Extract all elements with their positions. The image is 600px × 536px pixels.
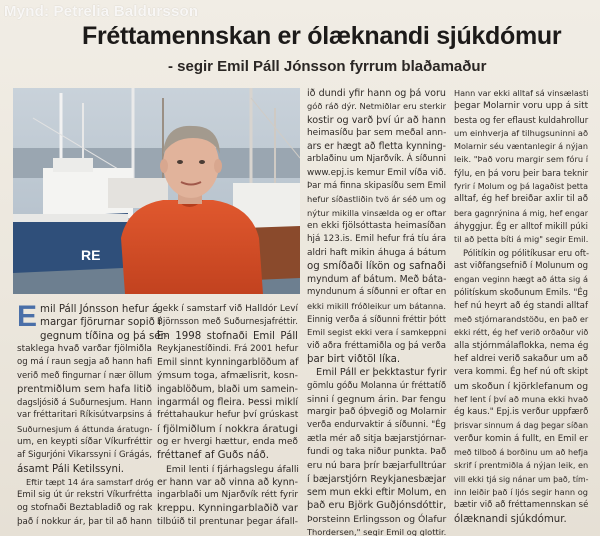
column-line: var fréttaritari Ríkisútvarpsins á (17, 410, 153, 421)
column-line: kreppu. Kynningarblaðið var (157, 503, 298, 515)
column-line: um, en keypti síðar Víkurfréttir (17, 436, 153, 447)
column-line: ingablöðum, blaði um samein- (157, 383, 298, 395)
column-line: verða endurvaktir á síðunni. "Ég (307, 420, 446, 431)
column-line: þegar Molarnir voru upp á sitt (454, 101, 589, 112)
column-line: ast viðfangsefnið í Molunum og (454, 260, 588, 271)
column-line: eru nú bara þrír bæjarfulltrúar (307, 460, 447, 472)
column-line: þrisvar sinnum á dag þegar síðan (454, 421, 589, 431)
column-line: Björnsson með Suðurnesjafréttir. (157, 317, 298, 328)
column-line: hef aldrei verið sakaður um að (454, 353, 588, 364)
column-line: fréttahaukur hefur því grúskast (157, 410, 299, 421)
column-line: og stofnaði Beztabladið og rak (17, 503, 153, 514)
column-line: ars er hægt að fletta kynning- (307, 141, 446, 153)
column-line: það eru Björk Guðjónsdóttir, (307, 500, 447, 512)
column-line: verður komin á fullt, en Emil er (454, 433, 588, 444)
column-line: hefur síðastliðin tvö ár séð um og (307, 194, 447, 205)
column-line: sinni í gegnum árin. Þar fengu (307, 393, 446, 405)
column-line: Emil sinnt kynningarblöðum af (157, 357, 299, 369)
boat-registration-text: RE (81, 247, 101, 263)
column-line: um skoðun í kjörklefanum og (454, 380, 589, 392)
column-line: Molarnir séu væntanlegir á nýjan (454, 141, 588, 152)
column-line: ingarmál og fleira. Þessi miklí (157, 397, 299, 409)
column-line: og smíðaði líkön og safnaði (307, 260, 446, 272)
column-line: fyrir í Molum og þá lagaðist þetta (454, 182, 588, 192)
article-photo (13, 88, 300, 294)
column-line: engan veginn hægt að átta sig á (454, 274, 588, 285)
column-line: www.epj.is kemur Emil víða við. (307, 167, 447, 178)
column-line: Einnig verða á síðunni fréttir þótt (307, 314, 446, 325)
column-line: bera gagnrýnina á mig, hef engar (454, 208, 588, 218)
column-line: fundi og taka niður punkta. Það (307, 447, 447, 458)
article-headline: Fréttamennskan er ólæknandi sjúkdómur (82, 22, 562, 50)
column-line: þar birt viðtöl líka. (307, 353, 401, 365)
column-line: besta og fer eflaust kuldahrollur (454, 114, 589, 125)
column-line: Emil sig út úr rekstri Víkurfrétta (17, 490, 153, 501)
column-line: og er hvergi hættur, enda með (157, 436, 298, 447)
column-line: fréttanef af Guðs náð. (157, 450, 269, 462)
column-line: Pólitíkin og pólitíkusar eru oft- (463, 247, 590, 258)
column-line: Reykjanestíðindi. Frá 2001 hefur (157, 343, 299, 354)
column-line: gömlu góðu Molanna úr fréttatíð (307, 380, 447, 391)
column-line: góð ráð dýr. Netmiðlar eru sterkir (307, 101, 446, 112)
column-line: dagsljósið á Suðurnesjum. Hann (17, 397, 152, 408)
column-line: hjá 123.is. Emil hefur frá tíu ára (307, 234, 447, 245)
column-line: um einhverja af tilhugsuninni að (454, 127, 588, 138)
column-line: Suðurnesjum á áttunda áratugn- (17, 423, 153, 434)
column-line: alla stjórnmálaflokka, nema ég (454, 340, 589, 351)
column-line: verið með fingurnar í nær öllum (17, 370, 152, 381)
column-line: Þar má finna skipasíðu sem Emil (307, 181, 446, 192)
column-line: ið dundi yfir hann og þá voru (307, 88, 446, 99)
column-line: Emil segist ekki vera í samkeppni (307, 327, 447, 338)
column-line: Emil Páll er þekktastur fyrir (316, 367, 447, 379)
column-line: kostir og varð því úr að hann (307, 114, 446, 126)
column-line: við aðra fréttamiðla og þá verða (307, 340, 446, 351)
column-line: myndunum á síðunni er oftar en (307, 287, 447, 298)
column-line: er hann var að vinna að kynn- (157, 476, 298, 488)
column-line: af Sigurjóni Vikarssyni í Grágás, (17, 450, 152, 461)
column-line: prentmiðlum sem hafa litið (17, 383, 152, 395)
column-line: tilbúið til prentunar þegar áfall- (157, 516, 298, 527)
column-line: staklega hvað varðar fjölmiðla (17, 343, 152, 354)
column-line: Þorsteinn Erlingsson og Ólafur (307, 513, 447, 525)
column-line: vera kommi. Ég hef nú oft skipt (454, 367, 589, 378)
column-line: pólitískum skoðunum Emils. "Ég (454, 287, 588, 298)
article-column-4 (454, 87, 588, 526)
column-line: skrif í prentmiðla á nýjan leik, en (454, 460, 589, 471)
column-line: ólæknandi sjúkdómur. (454, 513, 567, 525)
column-line: hef nú heyrt að ég standi alltaf (454, 300, 588, 311)
article-subheadline: - segir Emil Páll Jónsson fyrrum blaðamaður (168, 58, 487, 75)
article-column-3 (307, 87, 446, 536)
column-line: sem mun ekki eftir Molum, en (307, 486, 447, 498)
column-line: Hann var ekki alltaf sá vinsælasti (454, 88, 589, 98)
column-line: gegnum tíðina og þá sér- (40, 330, 168, 342)
column-line: alltaf, ég hef breiðar axlir til að (454, 194, 588, 205)
column-line: ekki mikill fróðleikur um bátanna. (307, 300, 446, 311)
article-column-1 (17, 300, 168, 529)
column-line: margir það óþvegið og Molarnir (307, 407, 447, 418)
column-line: með tilboð á borðinu um að hefja (454, 448, 588, 458)
column-line: leik. "Það voru margir sem fóru í (454, 154, 589, 165)
column-line: nýtur mikilla vinsælda og er oftar (307, 207, 447, 218)
column-line: heimasíðu þar sem meðal ann- (307, 127, 447, 138)
column-line: Eftir tæpt 14 ára samstarf dróg (26, 476, 154, 487)
column-line: það í nokkur ár, þar til að hann (17, 516, 152, 527)
column-line: áhyggjur. Ég er alltof mikill púki (454, 220, 588, 231)
column-line: Thordersen," segir Emil og glottir. (307, 526, 447, 536)
article-column-2 (157, 303, 298, 529)
column-line: ýmsum toga, afmælisrit, kosn- (157, 370, 298, 382)
column-line: ég kaus." Epj.is verður uppfærð (454, 407, 589, 418)
column-line: aldri haft mikin áhuga á bátum (307, 247, 447, 258)
column-line: margar fjörurnar sopið í (40, 317, 161, 329)
column-line: í fjölmiðlum í nokkra áratugi (157, 423, 298, 435)
column-line: með stjórnarandstöðu, en það er (454, 314, 589, 325)
column-line: fýlu, en þá voru þeir bara teknir (454, 167, 589, 178)
column-line: bætir við að fréttamennskan sé (454, 500, 589, 511)
column-line: en ekki fjölsóttasta heimasíðan (307, 220, 446, 231)
column-line: arblaðinu um Njarðvík. Á síðunni (307, 154, 446, 165)
photo-credit-watermark: Mynd: Petrelia Baldursson (4, 3, 199, 20)
column-line: og má í raun segja að hann hafi (17, 357, 153, 368)
column-line: inn leiðir það í ljós segir hann og (454, 486, 588, 497)
column-line: ekki rétt, ég hef verið orðaður við (454, 328, 589, 338)
column-line: ingarblaði um Njarðvík rétt fyrir (157, 490, 298, 501)
column-line: mil Páll Jónsson hefur á (40, 304, 159, 315)
harbour-portrait-image (13, 88, 300, 294)
column-line: til að þetta bíti á mig" segir Emil. (454, 234, 589, 245)
drop-cap: E (17, 300, 38, 333)
column-line: myndum af bátum. Með báta- (307, 274, 447, 286)
column-line: ætla mér að sitja bæjarstjórnar- (307, 433, 447, 444)
column-line: Emil lenti í fjárhagslegu áfalli (166, 463, 299, 475)
column-line: vill ekki tjá sig nánar um það, tím- (454, 474, 589, 484)
column-line: ásamt Páli Ketilssyni. (17, 463, 125, 475)
column-line: í bæjarstjórn Reykjanesbæjar (307, 473, 446, 485)
column-line: gekk í samstarf við Halldór Leví (157, 304, 298, 314)
column-line: hef lent í því að muna ekki hvað (454, 393, 589, 404)
column-line: En 1998 stofnaði Emil Páll (157, 330, 298, 342)
